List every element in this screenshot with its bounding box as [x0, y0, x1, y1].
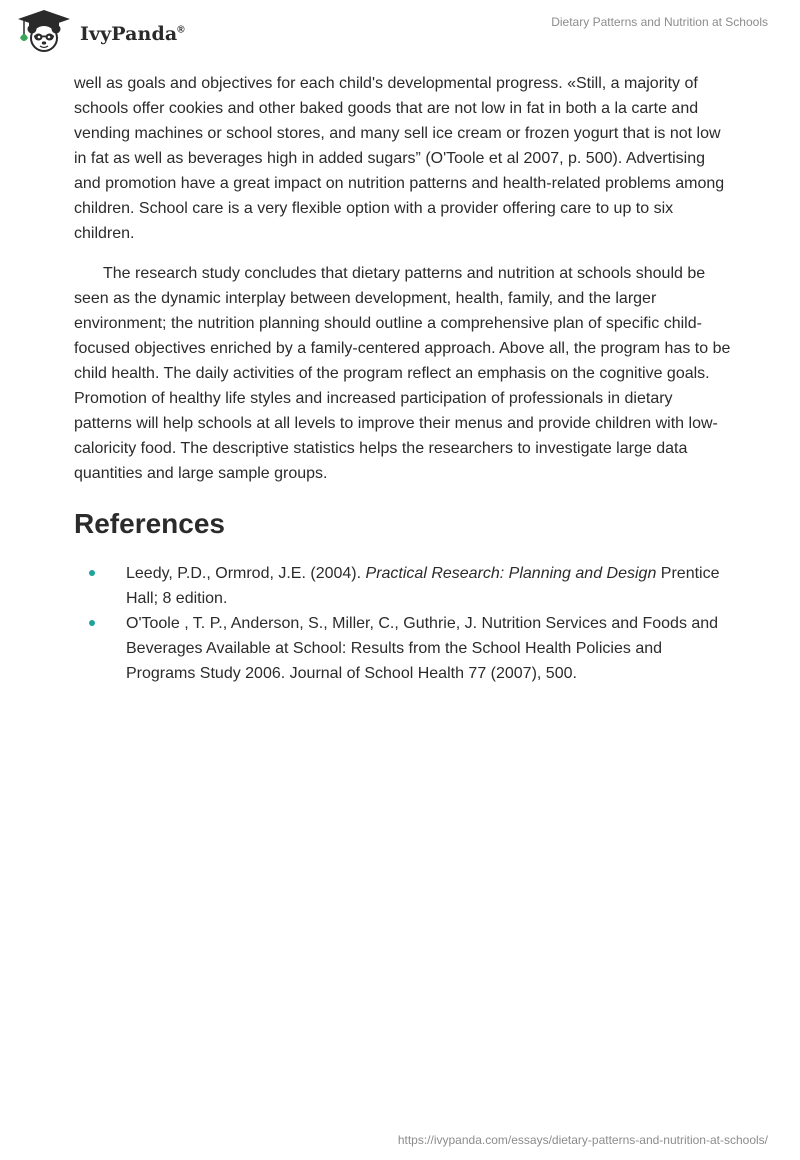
references-heading: References: [74, 508, 225, 539]
reference-text: O'Toole , T. P., Anderson, S., Miller, C., Guthrie, J. Nutrition Services and Foods and Beverages Available at School: Results from the School Health Policies and Programs Study 2006. Journal of School Health 77 (2007), 500.: [126, 615, 719, 682]
body-paragraph: well as goals and objectives for each child's developmental progress. «Still, a majority of schools offer cookies and other baked goods that are not low in fat in both a la carte and vending machines or school stores, and many sell ice cream or frozen yogurt that is not low in fat as well as beverages high in added sugars” (O'Toole et al 2007, p. 500). Advertising and promotion have a great impact on nutrition patterns and health-related problems among children. School care is a very flexible option with a provider offering care to up to six children.: [74, 75, 725, 242]
reference-publisher: Prentice Hall; 8 edition.: [126, 565, 720, 607]
reference-item: [74, 561, 734, 611]
reference-title: Practical Research: Planning and Design: [365, 565, 657, 582]
reference-item: [74, 611, 734, 686]
ivypanda-logo[interactable]: [14, 8, 185, 52]
reference-authors: Leedy, P.D., Ormrod, J.E. (2004).: [126, 565, 366, 582]
references-list: [74, 561, 734, 686]
essay-content: [74, 71, 734, 686]
page-header: [0, 0, 800, 72]
source-url[interactable]: https://ivypanda.com/essays/dietary-patterns-and-nutrition-at-schools/: [397, 1133, 768, 1147]
registered-mark: ®: [177, 24, 185, 36]
logo-text: IvyPanda: [80, 23, 178, 45]
panda-graduate-icon: [14, 8, 74, 52]
document-title: Dietary Patterns and Nutrition at Schools: [551, 15, 768, 29]
bullet-dot-icon: [89, 620, 95, 626]
body-paragraph: The research study concludes that dietary patterns and nutrition at schools should be seen as the dynamic interplay between development, health, family, and the larger environment; the nutrition planning should outline a comprehensive plan of specific child-focused objectives enriched by a family-centered approach. Above all, the program has to be child health. The daily activities of the program reflect an emphasis on the cognitive goals. Promotion of healthy life styles and increased participation of professionals in dietary patterns will help schools at all levels to improve their menus and provide children with low-caloricity food. The descriptive statistics helps the researchers to investigate large data quantities and large sample groups.: [74, 265, 731, 482]
bullet-dot-icon: [89, 570, 95, 576]
logo-wordmark: [80, 23, 185, 45]
